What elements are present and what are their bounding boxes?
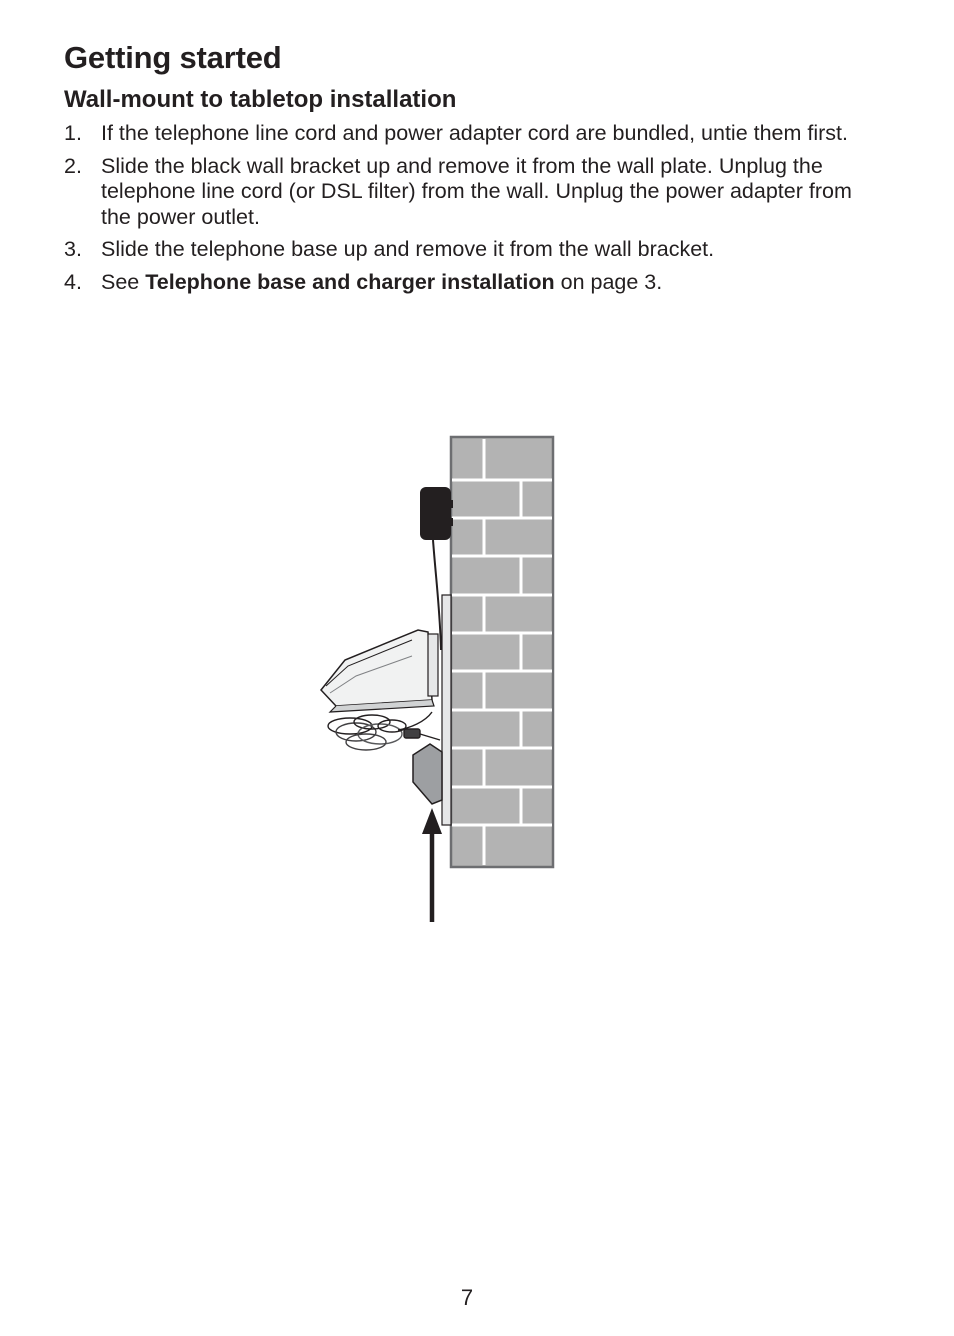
- step-number: 3.: [64, 237, 82, 261]
- page-number: 7: [460, 1285, 474, 1310]
- wall-bracket: [413, 744, 442, 804]
- coiled-cords: [328, 712, 440, 750]
- step-number: 4.: [64, 269, 82, 294]
- step-text: Slide the black wall bracket up and remove it from the wall plate. Unplug the telephone line cord (or DSL filter) from the wall. Unplug the power adapter from the power outlet.: [101, 153, 852, 229]
- section-title: Wall-mount to tabletop installation: [64, 86, 457, 113]
- step-number: 2.: [64, 153, 82, 178]
- cross-reference-link[interactable]: Telephone base and charger installation: [145, 269, 555, 294]
- step-text-prefix: See: [101, 269, 146, 294]
- step-text: Slide the telephone base up and remove it from the wall bracket.: [101, 237, 715, 261]
- page-title: Getting started: [64, 40, 282, 75]
- step-text-suffix: on page 3.: [554, 269, 663, 294]
- wall-plate: [442, 595, 451, 825]
- slide-up-arrow-icon: [422, 808, 442, 922]
- brick-wall: [451, 437, 553, 867]
- telephone-base: [321, 630, 438, 712]
- step-number: 1.: [64, 121, 82, 145]
- step-text: If the telephone line cord and power adapter cord are bundled, untie them first.: [101, 121, 848, 145]
